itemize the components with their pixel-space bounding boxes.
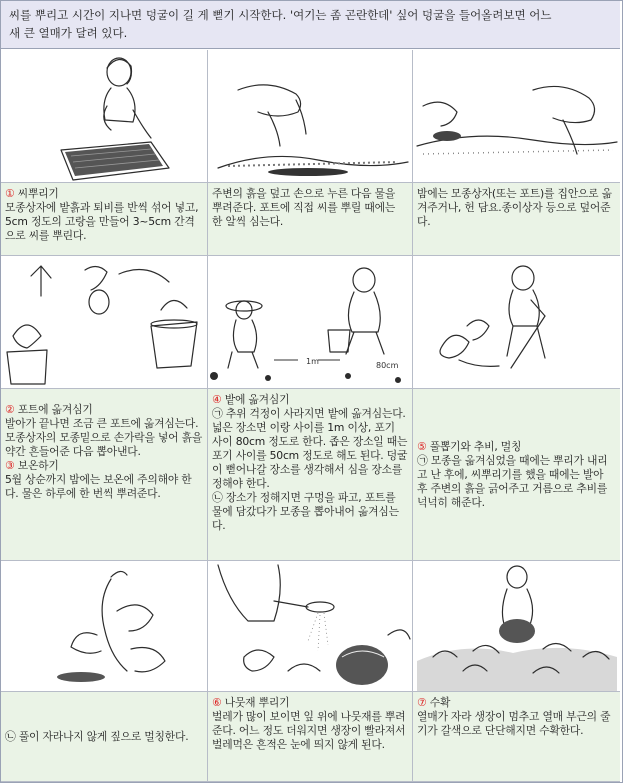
illustration-vine-mulch — [1, 561, 208, 692]
intro-line-1: 씨를 뿌리고 시간이 지나면 덩굴이 길 게 뻗기 시작한다. '여기는 좀 곤란한데' 싶어 덩굴을 들어올려보면 어느 — [9, 8, 552, 22]
distance-label-80cm: 80cm — [376, 361, 399, 370]
intro-text — [1, 1, 620, 49]
illustration-planting-hands — [413, 50, 620, 183]
step-4-text — [208, 389, 413, 561]
step-5-title: 풀뽑기와 추비, 멀칭 — [429, 440, 522, 453]
illustration-weeding — [413, 256, 620, 389]
steps-2-3-text — [1, 389, 208, 561]
illustration-pot-transplant — [1, 256, 208, 389]
illustration-field-transplant — [208, 256, 413, 389]
step-3-number: ③ — [5, 459, 15, 472]
step-4-number: ④ — [212, 393, 222, 406]
step-7-title: 수확 — [429, 696, 451, 709]
step-5b-text — [1, 692, 208, 782]
step-6-body: 벌레가 많이 보이면 잎 위에 나뭇재를 뿌려준다. 어느 정도 더워지면 생장이 빨라져서 벌레먹은 흔적은 눈에 띄지 않게 된다. — [212, 710, 406, 751]
illustration-ash-sprinkle — [208, 561, 413, 692]
step-1-text — [1, 183, 208, 256]
step-7-text — [413, 692, 620, 782]
step-5-text — [413, 389, 620, 561]
step-6-text — [208, 692, 413, 782]
step-1-number: ① — [5, 187, 15, 200]
step-1-title: 씨뿌리기 — [17, 187, 59, 200]
step-7-number: ⑦ — [417, 696, 427, 709]
step-7-body: 열매가 자라 생장이 멈추고 열매 부근의 줄기가 갈색으로 단단해지면 수확한다. — [417, 710, 611, 737]
step-5-body: ㉠ 모종을 옮겨심었을 때에는 뿌리가 내리고 난 후에, 씨뿌리기를 했을 때에는 발아 후 주변의 흙을 긁어주고 거름으로 추비를 넉넉히 해준다. — [417, 454, 608, 509]
step-5-number: ⑤ — [417, 440, 427, 453]
step-1c-text — [413, 183, 620, 256]
step-2-title: 포트에 옮겨심기 — [17, 403, 93, 416]
intro-line-2: 새 큰 열매가 달려 있다. — [9, 26, 128, 40]
step-4-body-2: ㉡ 장소가 정해지면 구멍을 파고, 포트를 물에 담갔다가 모종을 뽑아내어 옮겨심는다. — [212, 491, 399, 532]
step-5b-body: ㉡ 풀이 자라나지 않게 짚으로 멀칭한다. — [5, 730, 189, 743]
step-1c-body: 밤에는 모종상자(또는 포트)를 집안으로 옮겨주거나, 헌 담요.종이상자 등으로 덮어준다. — [417, 187, 612, 228]
step-2-number: ② — [5, 403, 15, 416]
distance-label-1m: 1m — [306, 357, 319, 366]
illustration-harvest — [413, 561, 620, 692]
step-4-title: 밭에 옮겨심기 — [224, 393, 290, 406]
step-1b-body: 주변의 흙을 덮고 손으로 누른 다음 물을 뿌려준다. 포트에 직접 씨를 뿌릴 때에는 한 알씩 심는다. — [212, 187, 396, 228]
step-1-body: 모종상자에 밭흙과 퇴비를 반씩 섞어 넣고, 5cm 정도의 고랑을 만들어 3~5cm 간격으로 씨를 뿌린다. — [5, 201, 199, 242]
step-3-title: 보온하기 — [17, 459, 59, 472]
step-2-body: 발아가 끝나면 조금 큰 포트에 옮겨심는다. 모종상자의 모종밑으로 손가락을 넣어 흙을 약간 흔들어준 다음 뽑아낸다. — [5, 417, 203, 458]
step-3-body: 5월 상순까지 밤에는 보온에 주의해야 한다. 물은 하루에 한 번씩 뿌려준다. — [5, 473, 192, 500]
step-1b-text — [208, 183, 413, 256]
illustration-press-soil — [208, 50, 413, 183]
step-6-title: 나뭇재 뿌리기 — [224, 696, 290, 709]
step-4-body-1: ㉠ 추위 걱정이 사라지면 밭에 옮겨심는다. 넓은 장소면 이랑 사이를 1m 이상, 포기 사이 80cm 정도로 한다. 좁은 장소일 때는 포기 사이를 50cm 정도로 해도 된다. 덩굴이 뻗어나갈 장소를 생각해서 심을 장소를 정해야 한다. — [212, 407, 408, 490]
step-6-number: ⑥ — [212, 696, 222, 709]
steps-grid — [1, 50, 620, 781]
illustration-sowing-tray — [1, 50, 208, 183]
